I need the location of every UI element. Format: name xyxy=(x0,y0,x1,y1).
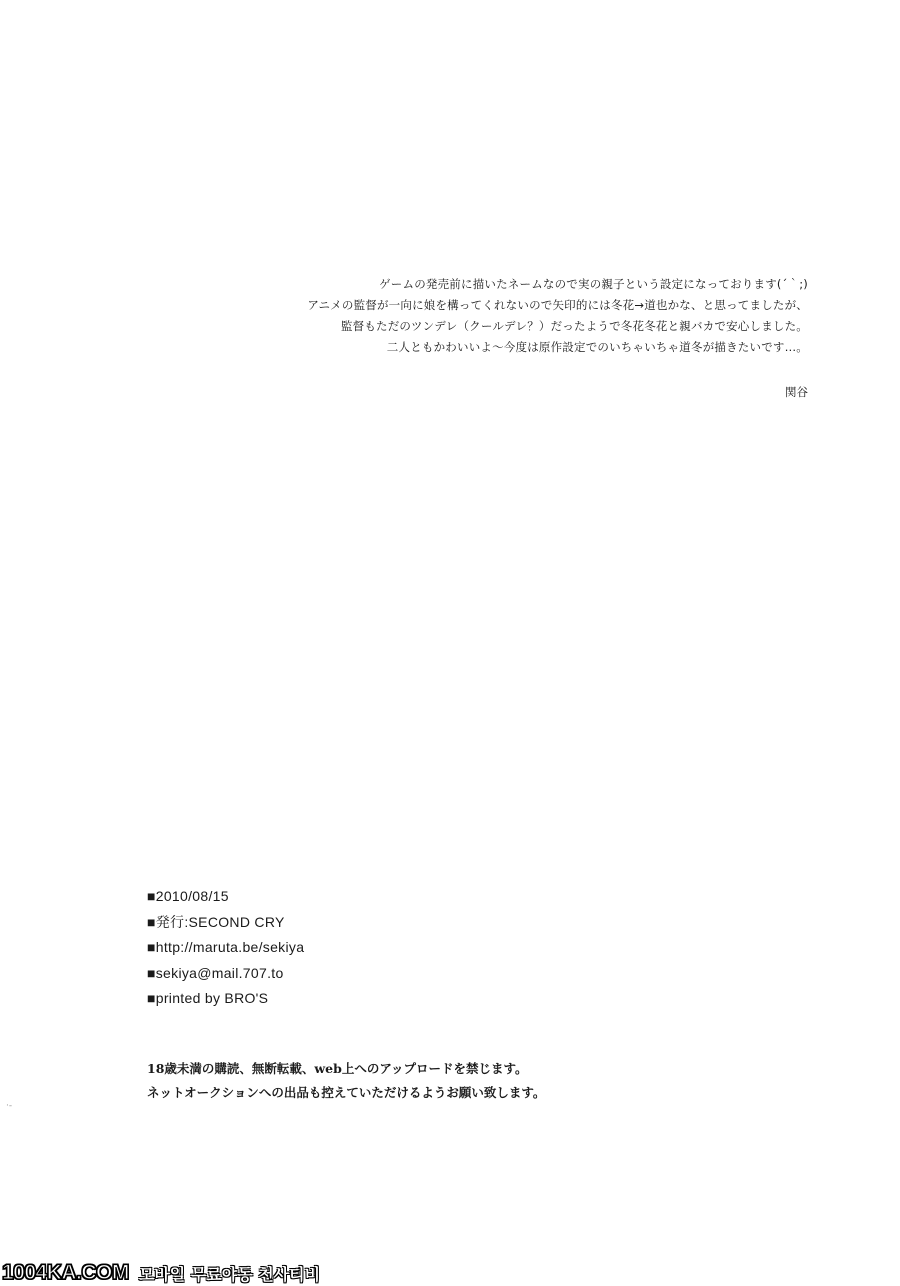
colophon-email: ■sekiya@mail.707.to xyxy=(147,964,284,981)
notice-line: 18歳未満の購読、無断転載、web上へのアップロードを禁じます。 xyxy=(147,1061,528,1076)
afterword-line: アニメの監督が一向に娘を構ってくれないので矢印的には冬花→道也かな、と思ってましたが、 xyxy=(307,298,808,312)
scan-speck: ·- xyxy=(6,1101,13,1111)
watermark-logo: 1004KA.COM xyxy=(2,1261,129,1284)
afterword-line: 二人ともかわいいよ〜今度は原作設定でのいちゃいちゃ道冬が描きたいです…。 xyxy=(386,340,808,354)
legal-notice xyxy=(147,1057,545,1105)
afterword-note xyxy=(307,274,808,358)
colophon xyxy=(147,884,304,1012)
colophon-website: ■http://maruta.be/sekiya xyxy=(147,939,305,955)
colophon-publisher: ■発行:SECOND CRY xyxy=(147,913,285,930)
colophon-printer: ■printed by BRO'S xyxy=(147,990,269,1006)
notice-line: ネットオークションへの出品も控えていただけるようお願い致します。 xyxy=(147,1085,546,1100)
watermark-banner xyxy=(0,1260,320,1286)
colophon-date: ■2010/08/15 xyxy=(147,888,229,904)
watermark-tagline: 모바일 무료야동 천사티비 xyxy=(138,1264,321,1284)
afterword-line: 監督もただのツンデレ（クールデレ？）だったようで冬花冬花と親バカで安心しました。 xyxy=(340,319,808,333)
author-signature: 関谷 xyxy=(785,385,808,399)
afterword-line: ゲームの発売前に描いたネームなので実の親子という設定になっております(´｀;) xyxy=(379,277,808,291)
